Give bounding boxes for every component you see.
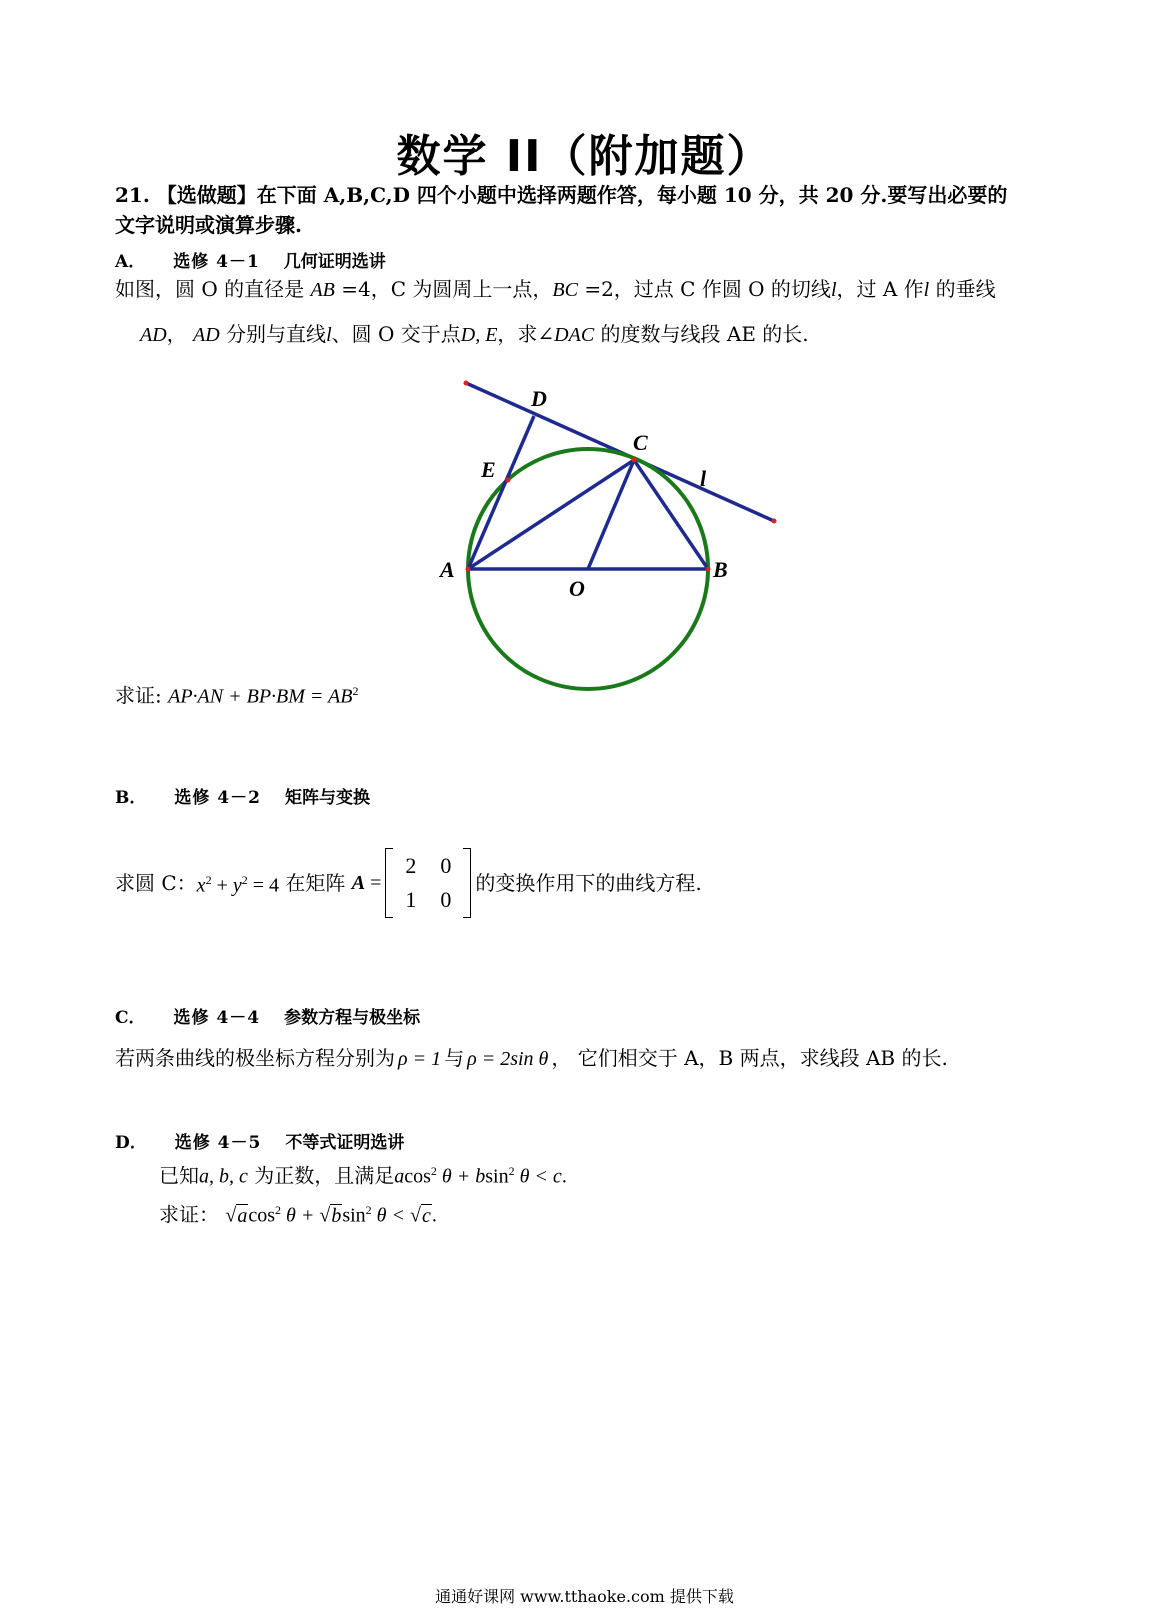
text: 若两条曲线的极坐标方程分别为 (115, 1046, 395, 1070)
math-theta-lt: θ < (514, 1165, 553, 1188)
point-a (466, 567, 471, 572)
section-d-subtitle: 不等式证明选讲 (285, 1133, 405, 1153)
prove-label: 求证: (115, 683, 162, 708)
matrix-table (393, 849, 463, 917)
q21-intro-line1: 21. 【选做题】在下面 A,B,C,D 四个小题中选择两题作答，每小题 10 分，共 20 分.要写出必要的 (115, 183, 1008, 207)
matrix-cell: 0 (440, 887, 452, 912)
math-de: D, E (460, 324, 498, 346)
text: 的垂线 (929, 277, 996, 301)
math-y: y (232, 874, 242, 897)
period: . (561, 1165, 567, 1188)
text: 分别与直线 (219, 322, 327, 346)
text: ， (166, 322, 194, 346)
math-ad: AD (140, 324, 167, 346)
plus: + (211, 874, 233, 897)
point-c (632, 458, 637, 463)
section-a-title: 选修 4－1 (173, 252, 260, 272)
matrix-name: A (351, 872, 366, 894)
text: 的变换作用下的曲线方程. (475, 871, 702, 895)
equals: = (365, 872, 382, 894)
equals-four: = 4 (247, 874, 280, 897)
math-angle-dac: ∠DAC (537, 324, 595, 346)
right-bracket (463, 848, 471, 918)
exponent: 2 (430, 1164, 437, 1178)
section-c-subtitle: 参数方程与极坐标 (284, 1008, 421, 1028)
exponent: 2 (275, 1203, 282, 1217)
math-b: b (475, 1165, 486, 1188)
sqrt-sign: √ (410, 1204, 421, 1227)
exponent: 2 (205, 873, 212, 888)
section-b-title: 选修 4－2 (174, 788, 261, 808)
math-bc: BC (552, 279, 578, 301)
math-l: l (326, 324, 332, 346)
text: 如图，圆 O 的直径是 (115, 277, 311, 301)
q21-intro-line2: 文字说明或演算步骤. (115, 213, 302, 237)
section-b-question (115, 848, 702, 918)
section-a-letter: A． (115, 252, 146, 272)
section-c-question (115, 1043, 948, 1074)
math-rho-2sin: ρ = 2sin θ (467, 1048, 549, 1070)
section-d-line1 (159, 1156, 567, 1192)
text: 为正数，且满足 (247, 1163, 395, 1188)
math-sqrt-c: c (421, 1204, 431, 1227)
math-c: c (552, 1165, 562, 1188)
text: ，过 A 作 (836, 277, 924, 301)
math-theta-lt: θ < (371, 1204, 410, 1227)
section-c-header (115, 1003, 420, 1028)
page-title: 数学 II（附加题） (396, 131, 773, 182)
page-footer: 通通好课网 www.tthaoke.com 提供下载 (435, 1587, 734, 1606)
text: ， 它们相交于 A，B 两点，求线段 AB 的长. (551, 1046, 948, 1070)
section-b-subtitle: 矩阵与变换 (284, 788, 370, 808)
label-b: B (713, 557, 728, 582)
section-d-letter: D． (115, 1133, 147, 1153)
text: 在矩阵 (279, 871, 352, 895)
section-c-title: 选修 4－4 (173, 1008, 261, 1028)
matrix-cell: 2 (405, 853, 417, 878)
text: 求圆 C： (115, 871, 197, 895)
text: 的度数与线段 AE 的长. (594, 322, 809, 346)
geometry-figure (0, 0, 1169, 720)
section-d-header (115, 1128, 404, 1153)
point-e (506, 478, 511, 483)
exponent: 2 (352, 684, 359, 698)
math-rho-1: ρ = 1 (398, 1048, 442, 1070)
label-e: E (481, 457, 496, 482)
exponent: 2 (365, 1203, 372, 1217)
point-b (706, 567, 711, 572)
section-c-letter: C． (115, 1008, 146, 1028)
prove-expression: AP·AN + BP·BM = AB (168, 685, 353, 708)
text: =2，过点 C 作圆 O 的切线 (577, 277, 831, 301)
label-c: C (633, 430, 648, 455)
prove-label: 求证： (159, 1202, 219, 1227)
math-abc: a, b, c (199, 1165, 248, 1188)
math-sqrt-b: b (331, 1204, 342, 1227)
text: ，求 (497, 322, 538, 346)
exponent: 2 (241, 873, 248, 888)
math-cos: cos (404, 1165, 431, 1188)
math-cos: cos (248, 1204, 276, 1227)
math-l: l (830, 279, 837, 301)
text: 与 (444, 1046, 465, 1070)
math-ad: AD (193, 324, 220, 346)
period: . (431, 1204, 437, 1227)
label-d: D (531, 386, 547, 411)
exponent: 2 (508, 1164, 515, 1178)
text: 、圆 O 交于点 (331, 322, 461, 346)
math-sqrt-a: a (237, 1204, 248, 1227)
math-a: a (394, 1165, 405, 1188)
matrix-cell: 1 (405, 887, 417, 912)
math-ab: AB (310, 279, 335, 301)
matrix-a (385, 848, 471, 918)
circle-equation (197, 865, 279, 901)
math-l: l (923, 279, 930, 301)
text: =4，C 为圆周上一点， (334, 277, 553, 301)
point-line-end-right (772, 519, 777, 524)
label-a: A (440, 557, 455, 582)
matrix-cell: 0 (440, 853, 452, 878)
math-sin: sin (342, 1204, 366, 1227)
section-a-prove (115, 676, 358, 712)
section-b-letter: B． (115, 788, 147, 808)
sqrt-sign: √ (225, 1204, 237, 1227)
sqrt-sign: √ (319, 1204, 331, 1227)
label-l: l (700, 466, 707, 491)
math-theta-plus: θ + (436, 1165, 476, 1188)
label-o: O (569, 576, 585, 601)
math-sin: sin (485, 1165, 509, 1188)
section-d-title: 选修 4－5 (174, 1133, 262, 1153)
math-theta-plus: θ + (281, 1204, 320, 1227)
section-a-subtitle: 几何证明选讲 (283, 252, 386, 272)
section-b-header (115, 783, 370, 808)
text: 已知 (159, 1163, 199, 1188)
point-line-end-left (464, 381, 469, 386)
left-bracket (385, 848, 393, 918)
section-d-line2 (159, 1195, 437, 1231)
math-x: x (196, 874, 206, 897)
